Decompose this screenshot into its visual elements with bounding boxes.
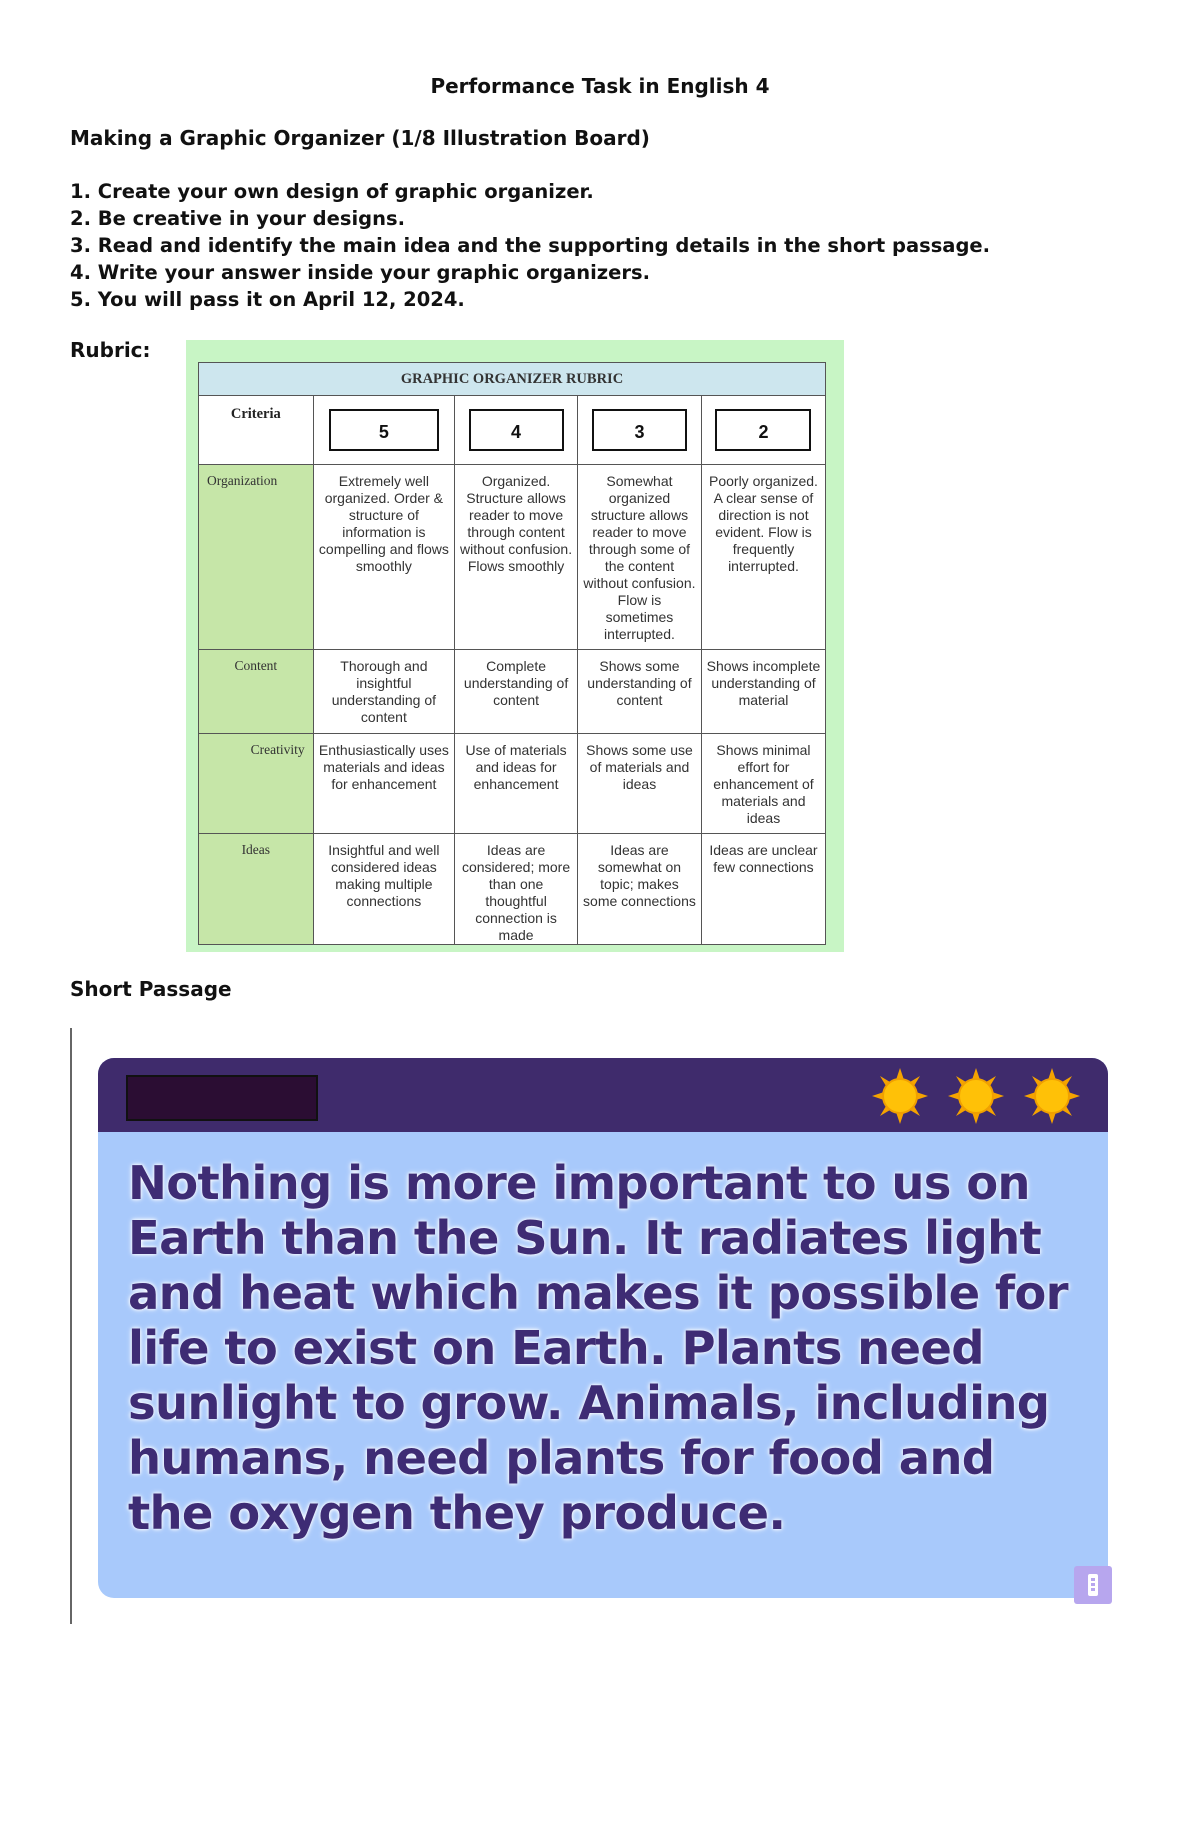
criteria-header: Criteria — [199, 396, 314, 465]
rubric-cell: Enthusiastically uses materials and ideas for enhancement — [313, 734, 455, 834]
rubric-cell: Insightful and well considered ideas making multiple connections — [313, 834, 455, 945]
card-label-box — [126, 1075, 318, 1121]
rubric-row — [199, 650, 826, 734]
passage-text: Nothing is more important to us on Earth than the Sun. It radiates light and heat which makes it possible for life to exist on Earth. Plants need sunlight to grow. Animals, including humans, need plants for food and the oxygen they produce. — [128, 1156, 1068, 1540]
rubric-cell: Somewhat organized structure allows reader to move through some of the content without confusion. Flow is sometimes interrupted. — [577, 465, 701, 650]
rubric-cell: Shows incomplete understanding of material — [701, 650, 825, 734]
score-header — [701, 396, 825, 465]
rubric-cell: Thorough and insightful understanding of content — [313, 650, 455, 734]
task-subtitle: Making a Graphic Organizer (1/8 Illustration Board) — [70, 126, 650, 150]
rubric-row — [199, 734, 826, 834]
criterion-label: Organization — [199, 465, 314, 650]
instruction-item: 5. You will pass it on April 12, 2024. — [70, 288, 465, 311]
scroll-icon[interactable] — [1074, 1566, 1112, 1604]
rubric-row — [199, 465, 826, 650]
score-label: 2 — [715, 409, 811, 451]
instruction-item: 1. Create your own design of graphic organizer. — [70, 180, 594, 203]
passage-card — [98, 1058, 1108, 1598]
rubric-header-row — [199, 396, 826, 465]
rubric-cell: Shows minimal effort for enhancement of materials and ideas — [701, 734, 825, 834]
rubric-cell: Ideas are somewhat on topic; makes some connections — [577, 834, 701, 945]
instruction-list — [70, 178, 990, 313]
rubric-cell: Shows some use of materials and ideas — [577, 734, 701, 834]
rubric-cell: Ideas are unclear few connections — [701, 834, 825, 945]
passage-label: Short Passage — [70, 977, 232, 1001]
rubric-row — [199, 834, 826, 945]
score-label: 3 — [592, 409, 688, 451]
criterion-label: Creativity — [199, 734, 314, 834]
score-label: 5 — [329, 409, 439, 451]
rubric-image — [186, 340, 844, 952]
criterion-label: Ideas — [199, 834, 314, 945]
card-header — [98, 1058, 1108, 1132]
score-header — [455, 396, 578, 465]
sun-icon — [948, 1068, 1004, 1124]
rubric-label: Rubric: — [70, 338, 151, 362]
rubric-title: GRAPHIC ORGANIZER RUBRIC — [199, 363, 826, 396]
instruction-item: 2. Be creative in your designs. — [70, 207, 406, 230]
score-header — [577, 396, 701, 465]
rubric-cell: Ideas are considered; more than one thoughtful connection is made — [455, 834, 578, 945]
rubric-table — [198, 362, 826, 945]
sun-icon — [872, 1068, 928, 1124]
rubric-cell: Complete understanding of content — [455, 650, 578, 734]
rubric-cell: Extremely well organized. Order & structure of information is compelling and flows smoothly — [313, 465, 455, 650]
rubric-cell: Use of materials and ideas for enhancement — [455, 734, 578, 834]
rubric-cell: Poorly organized. A clear sense of direction is not evident. Flow is frequently interrupted. — [701, 465, 825, 650]
instruction-item: 3. Read and identify the main idea and the supporting details in the short passage. — [70, 234, 991, 257]
score-label: 4 — [469, 409, 564, 451]
rubric-cell: Shows some understanding of content — [577, 650, 701, 734]
criterion-label: Content — [199, 650, 314, 734]
rubric-title-row — [199, 363, 826, 396]
rubric-cell: Organized. Structure allows reader to move through content without confusion. Flows smoothly — [455, 465, 578, 650]
vertical-divider — [70, 1028, 72, 1624]
instruction-item: 4. Write your answer inside your graphic organizers. — [70, 261, 650, 284]
sun-icon — [1024, 1068, 1080, 1124]
score-header — [313, 396, 455, 465]
document-title: Performance Task in English 4 — [430, 74, 770, 98]
